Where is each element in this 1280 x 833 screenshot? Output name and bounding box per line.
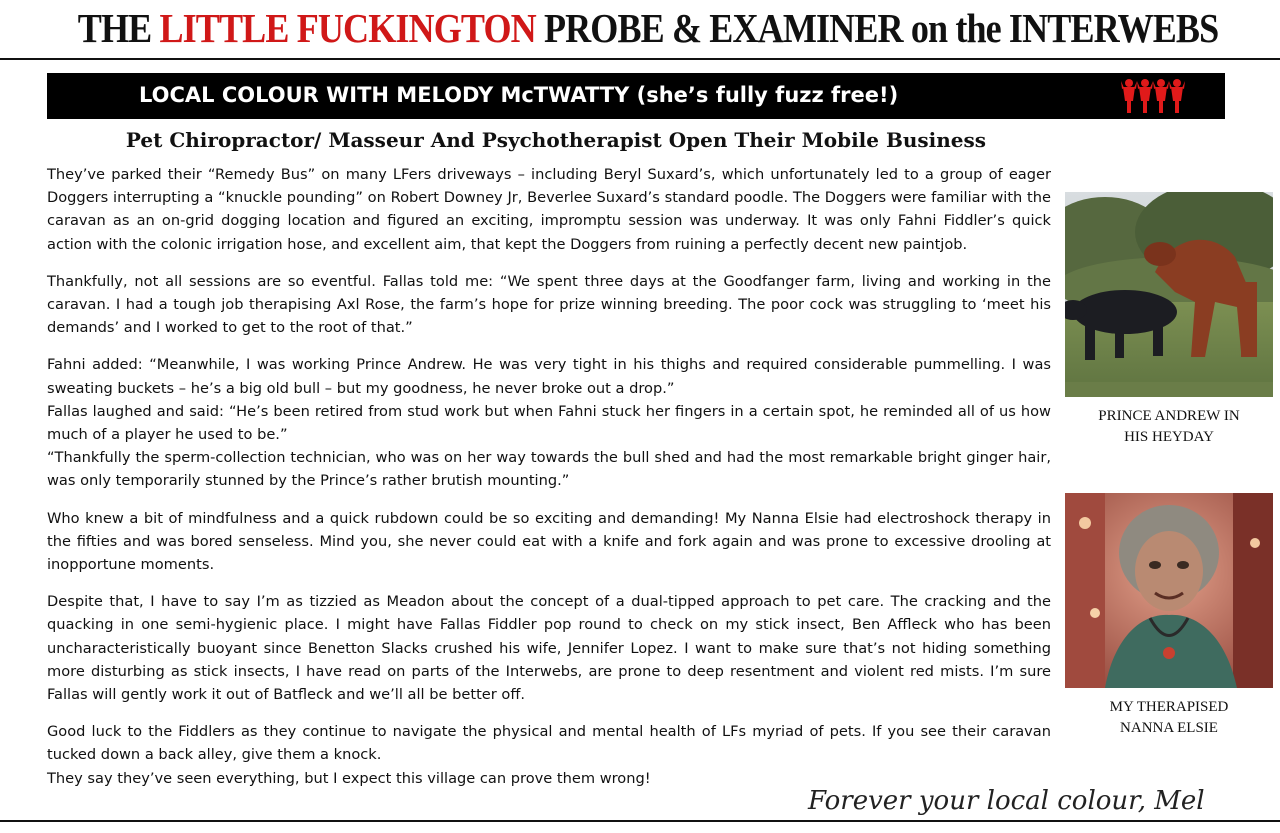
banner-title: LOCAL COLOUR WITH MELODY McTWATTY (she’s fully fuzz free!) [139,83,899,107]
bull-photo-image [1065,192,1273,397]
masthead-red-part: LITTLE FUCKINGTON [159,5,536,51]
paragraph: Good luck to the Fiddlers as they continue to navigate the physical and mental health of LFs myriad of pets. If you see their caravan tucked down a back alley, give them a knock. [47,723,1051,764]
masthead [0,0,1280,58]
nanna-photo-image [1065,493,1273,688]
article-headline: Pet Chiropractor/ Masseur And Psychotherapist Open Their Mobile Business [125,128,987,152]
paragraph: Thankfully, not all sessions are so eventful. Fallas told me: “We spent three days at the Goodfanger farm, living and working in the caravan. I had a tough job therapising Axl Rose, the farm’s hope for prize winning breeding. The poor cock was struggling to ‘meet his demands’ and I worked to get to the root of that.” [47,272,1051,337]
paragraph: They say they’ve seen everything, but I expect this village can prove them wrong! [47,769,651,787]
masthead-part1: THE [77,5,160,51]
paragraph: They’ve parked their “Remedy Bus” on many LFers driveways – including Beryl Suxard’s, which unfortunately led to a group of eager Doggers interrupting a “knuckle pounding” on Robert Downey Jr, Beverlee Suxard’s standard poodle. The Doggers were familiar with the caravan as an on-grid dogging location and figured an exciting, impromptu session was underway. It was only Fahni Fiddler’s quick action with the colonic irrigation hose, and excellent aim, that kept the Doggers from ruining a perfectly decent new paintjob. [47,166,1051,253]
caption-line: PRINCE ANDREW IN [1098,408,1240,424]
masthead-title [78,4,1219,52]
signoff: Forever your local colour, Mel [808,786,1205,816]
article-body [47,163,1051,790]
paragraph: Fahni added: “Meanwhile, I was working Prince Andrew. He was very tight in his thighs and required considerable pummelling. I was sweating buckets – he’s a big old bull – but my goodness, he never broke out a drop.” [47,356,1051,397]
top-rule [0,58,1280,60]
paragraph: Fallas laughed and said: “He’s been retired from stud work but when Fahni stuck her fingers in a certain spot, he reminded all of us how much of a player he used to be.” [47,402,1051,444]
column-banner [47,73,1225,119]
bull-photo [1065,192,1273,397]
nanna-photo-caption [1065,697,1273,739]
paragraph: Despite that, I have to say I’m as tizzied as Meadon about the concept of a dual-tipped approach to pet care. The cracking and the quacking in one semi-hygienic place. I might have Fallas Fiddler pop round to check on my stick insect, Ben Affleck who has been uncharacteristically buoyant since Benetton Slacks crushed his wife, Jennifer Lopez. I want to make sure that’s not hiding something more disturbing as stick insects, I have read on parts of the Interwebs, are prone to deep resentment and violent red mists. I’m sure Fallas will gently work it out of Batfleck and we’ll all be better off. [47,593,1051,704]
paragraph: “Thankfully the sperm-collection technician, who was on her way towards the bull shed and had the most remarkable bright ginger hair, was only temporarily stunned by the Prince’s rather brutish mounting.” [47,449,1051,490]
caption-line: NANNA ELSIE [1120,720,1218,736]
bull-photo-caption [1065,406,1273,448]
nanna-photo [1065,493,1273,688]
masthead-part3: PROBE & EXAMINER on the INTERWEBS [535,5,1219,51]
red-figures-icon [1121,77,1185,115]
caption-line: MY THERAPISED [1109,699,1229,715]
bottom-rule [0,820,1280,822]
paragraph: Who knew a bit of mindfulness and a quick rubdown could be so exciting and demanding! My Nanna Elsie had electroshock therapy in the fifties and was bored senseless. Mind you, she never could eat with a knife and fork again and was prone to excessive drooling at inopportune moments. [47,509,1051,574]
caption-line: HIS HEYDAY [1124,429,1214,445]
